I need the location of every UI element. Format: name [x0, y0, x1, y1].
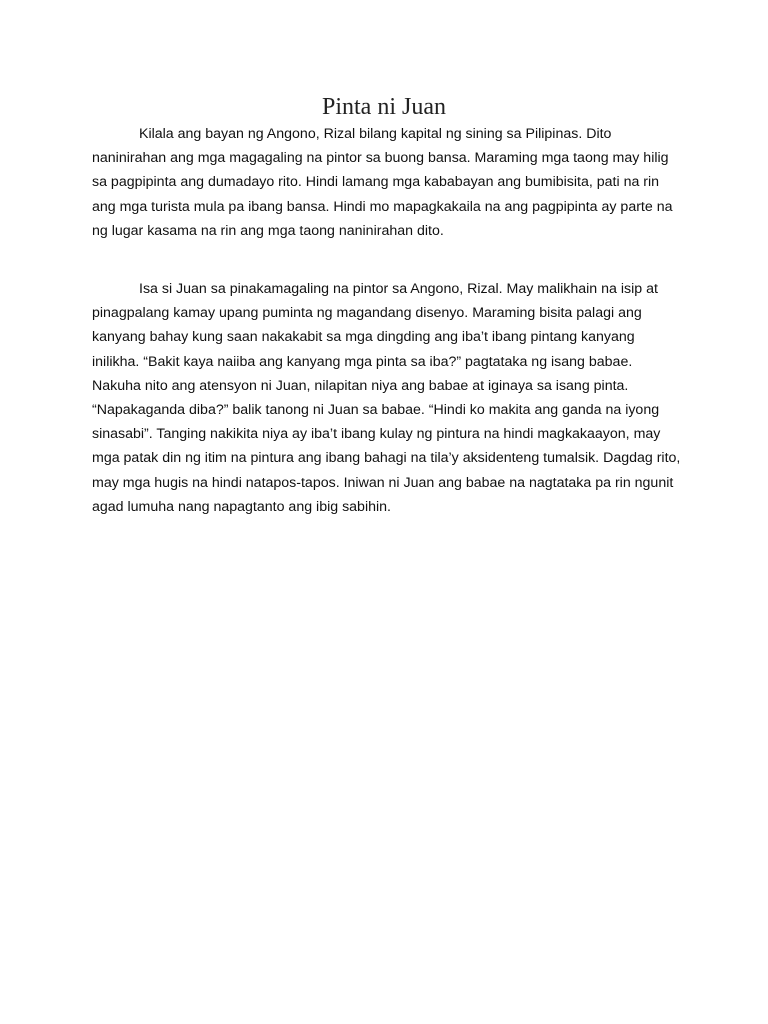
document-title: Pinta ni Juan: [322, 94, 446, 120]
paragraph-2: Isa si Juan sa pinakamagaling na pintor sa Angono, Rizal. May malikhain na isip at pinagpalang kamay upang puminta ng magandang disenyo. Maraming bisita palagi ang kanyang bahay kung saan nakakabit sa mga dingding ang iba’t ibang pintang kanyang inilikha. “Bakit kaya naiiba ang kanyang mga pinta sa iba?” pagtataka ng isang babae. Nakuha nito ang atensyon ni Juan, nilapitan niya ang babae at iginaya sa isang pinta. “Napakaganda diba?” balik tanong ni Juan sa babae. “Hindi ko makita ang ganda na iyong sinasabi”. Tanging nakikita niya ay iba’t ibang kulay ng pintura na hindi magkakaayon, may mga patak din ng itim na pintura ang ibang bahagi na tila’y aksidenteng tumalsik. Dagdag rito, may mga hugis na hindi natapos-tapos. Iniwan ni Juan ang babae na nagtataka pa rin ngunit agad lumuha nang napagtanto ang ibig sabihin.: [92, 281, 681, 515]
paragraph-1: Kilala ang bayan ng Angono, Rizal bilang kapital ng sining sa Pilipinas. Dito naninirahan ang mga magagaling na pintor sa buong bansa. Maraming mga taong may hilig sa pagpipinta ang dumadayo rito. Hindi lamang mga kababayan ang bumibisita, pati na rin ang mga turista mula pa ibang bansa. Hindi mo mapagkakaila na ang pagpipinta ay parte na ng lugar kasama na rin ang mga taong naninirahan dito.: [92, 126, 673, 239]
